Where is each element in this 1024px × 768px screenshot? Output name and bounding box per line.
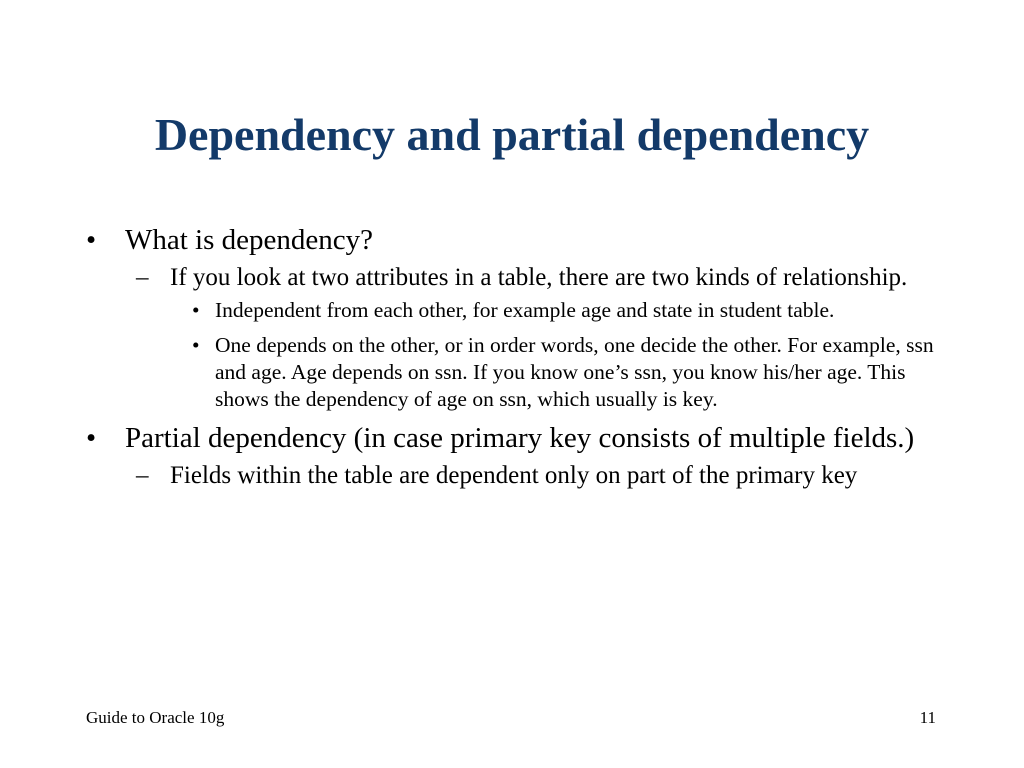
bullet-text: What is dependency?: [125, 224, 374, 256]
dash-marker: –: [136, 462, 149, 489]
sub-sub-bullet-one-depends: [190, 332, 946, 413]
page-number: 11: [919, 708, 936, 727]
bullet-marker: •: [192, 298, 200, 322]
sub-sub-bullet-text: One depends on the other, or in order words, one decide the other. For example, ssn and age. Age depends on ssn. If you know one’s ssn, you know his/her age. This shows the dependency of age on ssn, which usually is key.: [215, 333, 934, 411]
sub-sub-bullet-text: Independent from each other, for example age and state in student table.: [215, 298, 835, 322]
sub-bullet-fields-dependent: [136, 461, 946, 490]
bullet-what-is-dependency: [86, 223, 946, 257]
bullet-marker: •: [86, 422, 97, 454]
bullet-marker: •: [192, 333, 200, 357]
footer-source: Guide to Oracle 10g: [86, 708, 225, 727]
sub-sub-bullet-independent: [190, 297, 946, 324]
slide-title: Dependency and partial dependency: [154, 109, 870, 160]
sub-bullet-text: Fields within the table are dependent only on part of the primary key: [170, 462, 858, 489]
bullet-marker: •: [86, 224, 97, 256]
bullet-partial-dependency: [86, 421, 946, 455]
sub-bullet-text: If you look at two attributes in a table, there are two kinds of relationship.: [170, 264, 908, 291]
sub-bullet-two-kinds-relationship: [136, 263, 946, 292]
dash-marker: –: [136, 264, 149, 291]
bullet-text: Partial dependency (in case primary key consists of multiple fields.): [125, 422, 915, 454]
slide-body: [86, 223, 946, 495]
